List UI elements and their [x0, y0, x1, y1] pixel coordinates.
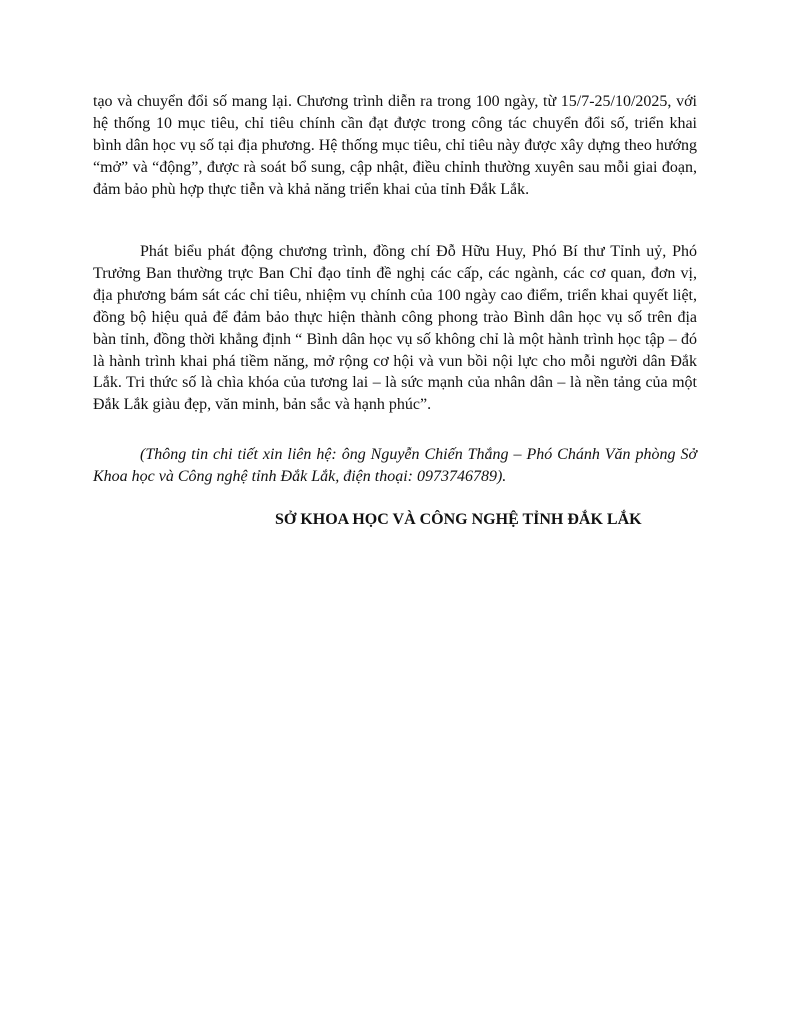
paragraph-contact-info: (Thông tin chi tiết xin liên hệ: ông Nguyễn Chiến Thắng – Phó Chánh Văn phòng Sở Khoa học và Công nghệ tỉnh Đắk Lắk, điện thoại: 0973746789).	[93, 446, 697, 485]
paragraph-speech: Phát biểu phát động chương trình, đồng chí Đỗ Hữu Huy, Phó Bí thư Tỉnh uỷ, Phó Trưởng Ban thường trực Ban Chỉ đạo tỉnh đề nghị các cấp, các ngành, các cơ quan, đơn vị, địa phương bám sát các chỉ tiêu, nhiệm vụ chính của 100 ngày cao điểm, triển khai quyết liệt, đồng bộ hiệu quả để đảm bảo thực hiện thành công phong trào Bình dân học vụ số trên địa bàn tỉnh, đồng thời khẳng định “ Bình dân học vụ số không chỉ là một hành trình học tập – đó là hành trình khai phá tiềm năng, mở rộng cơ hội và vun bồi nội lực cho mỗi người dân Đắk Lắk. Tri thức số là chìa khóa của tương lai – là sức mạnh của nhân dân – là nền tảng của một Đắk Lắk giàu đẹp, văn minh, bản sắc và hạnh phúc”.	[93, 243, 697, 414]
paragraph-program-details: tạo và chuyển đổi số mang lại. Chương trình diễn ra trong 100 ngày, từ 15/7-25/10/2025, với hệ thống 10 mục tiêu, chỉ tiêu chính cần đạt được trong công tác chuyển đổi số, triển khai bình dân học vụ số tại địa phương. Hệ thống mục tiêu, chỉ tiêu này được xây dựng theo hướng “mở” và “động”, được rà soát bổ sung, cập nhật, điều chỉnh thường xuyên sau mỗi giai đoạn, đảm bảo phù hợp thực tiễn và khả năng triển khai của tỉnh Đắk Lắk.	[93, 93, 697, 198]
issuing-organization-signature: SỞ KHOA HỌC VÀ CÔNG NGHỆ TỈNH ĐẮK LẮK	[275, 511, 642, 528]
